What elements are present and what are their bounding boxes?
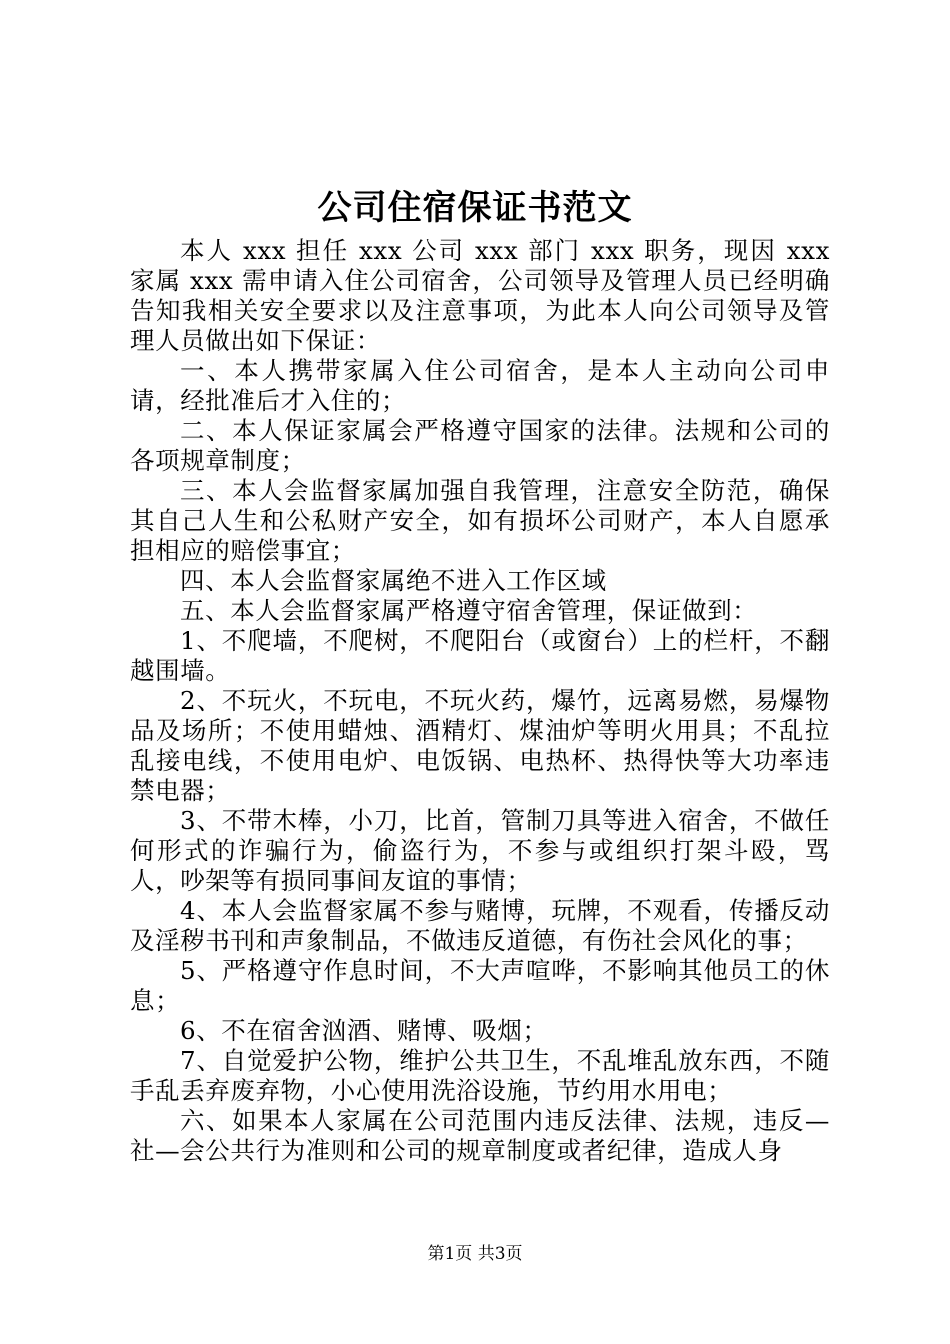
- page-indicator: 第1页 共3页: [427, 1244, 523, 1264]
- paragraph-item-6: 六、如果本人家属在公司范围内违反法律、法规，违反—社—会公共行为准则和公司的规章制度或者纪律，造成人身: [130, 1106, 830, 1165]
- paragraph-item-5: 五、本人会监督家属严格遵守宿舍管理，保证做到：: [180, 596, 758, 625]
- paragraph-item-3: 三、本人会监督家属加强自我管理，注意安全防范，确保其自己人生和公私财产安全，如有损坏公司财产，本人自愿承担相应的赔偿事宜；: [130, 476, 830, 565]
- paragraph-item-4: 四、本人会监督家属绝不进入工作区域: [180, 566, 607, 595]
- document-title: 公司住宿保证书范文: [317, 188, 633, 228]
- paragraph-item-1: 一、本人携带家属入住公司宿舍，是本人主动向公司申请，经批准后才入住的；: [130, 356, 830, 415]
- paragraph-rule-3: 3、不带木棒，小刀，比首，管制刀具等进入宿舍，不做任何形式的诈骗行为，偷盗行为，不参与或组织打架斗殴，骂人，吵架等有损同事间友谊的事情；: [130, 806, 830, 895]
- paragraph-rule-1: 1、不爬墙，不爬树，不爬阳台（或窗台）上的栏杆，不翻越围墙。: [130, 626, 830, 685]
- paragraph-rule-4: 4、本人会监督家属不参与赌博，玩牌，不观看，传播反动及淫秽书刊和声象制品，不做违反道德，有伤社会风化的事；: [130, 896, 830, 955]
- paragraph-rule-6: 6、不在宿舍汹酒、赌博、吸烟；: [180, 1016, 548, 1045]
- paragraph-item-2: 二、本人保证家属会严格遵守国家的法律。法规和公司的各项规章制度；: [130, 416, 830, 475]
- paragraph-rule-2: 2、不玩火，不玩电，不玩火药，爆竹，远离易燃，易爆物品及场所；不使用蜡烛、酒精灯、煤油炉等明火用具；不乱拉乱接电线，不使用电炉、电饭锅、电热杯、热得快等大功率违禁电器；: [130, 686, 830, 805]
- paragraph-intro: 本人 xxx 担任 xxx 公司 xxx 部门 xxx 职务，现因 xxx 家属 xxx 需申请入住公司宿舍，公司领导及管理人员已经明确告知我相关安全要求以及注意事项，为此本人向公司领导及管理人员做出如下保证：: [130, 236, 830, 355]
- document-body: [130, 236, 830, 1166]
- paragraph-rule-5: 5、严格遵守作息时间，不大声喧哗，不影响其他员工的休息；: [130, 956, 830, 1015]
- paragraph-rule-7: 7、自觉爱护公物，维护公共卫生，不乱堆乱放东西，不随手乱丢弃废弃物，小心使用洗浴设施，节约用水用电；: [130, 1046, 830, 1105]
